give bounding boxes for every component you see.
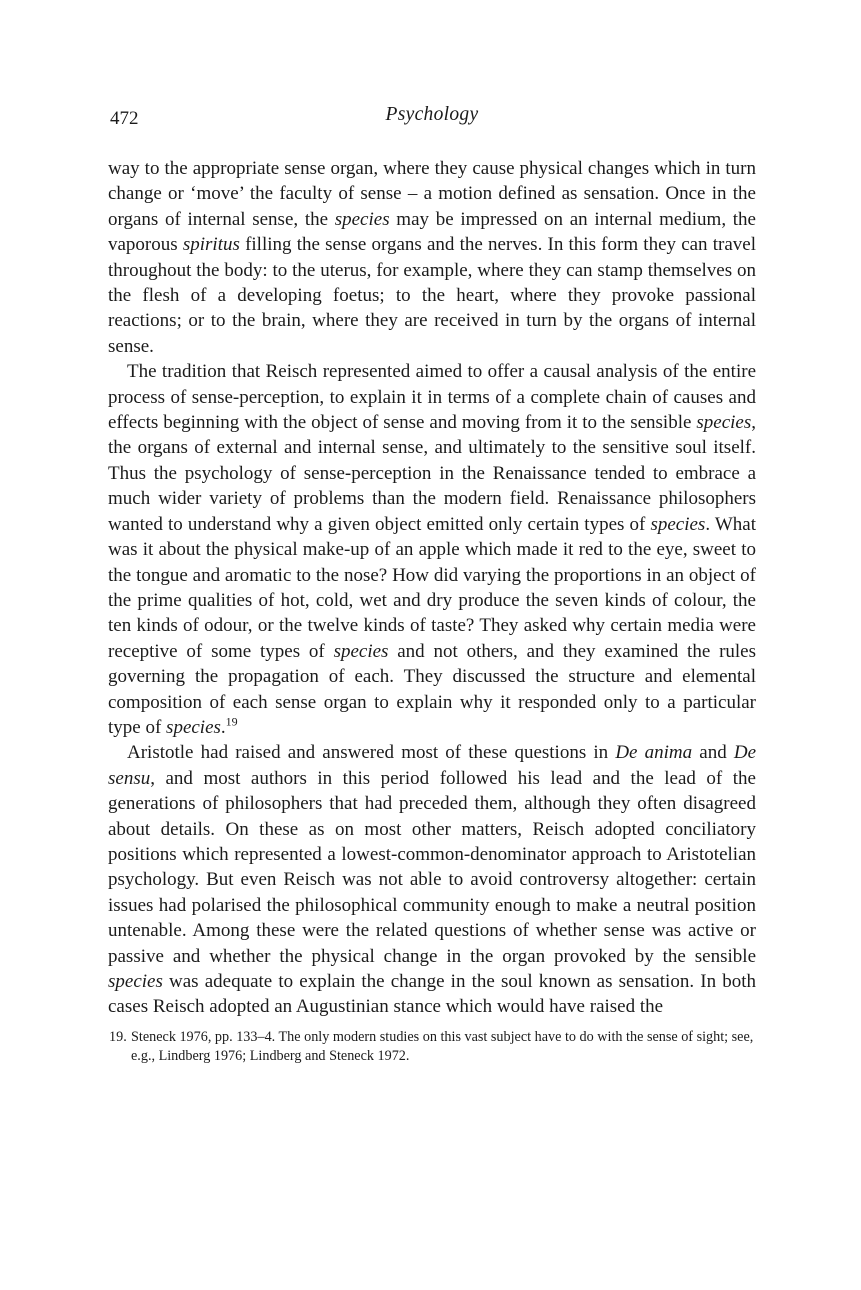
page-number: 472 (110, 108, 139, 129)
italic-term: species (333, 640, 389, 662)
footnote-reference: 19 (225, 714, 238, 729)
running-title: Psychology (385, 104, 479, 125)
text-run: and not others, and they examined the rules governing the propagation of each. They discussed the structure and elemental composition of each sense organ to explain why it responded only to a particular type of (108, 640, 756, 738)
text-run: The tradition that Reisch represented aimed to offer a causal analysis of the entire process of sense-perception, to explain it in terms of a complete chain of causes and effects beginning with the object of sense and moving from it to the sensible (108, 361, 756, 434)
text-run: was adequate to explain the change in the soul known as sensation. In both cases Reisch adopted an Augustinian stance which would have raised the (108, 971, 756, 1018)
footnote-number: 19. (109, 1028, 127, 1045)
body-text (108, 156, 756, 1020)
paragraph (108, 359, 756, 740)
text-run: . (220, 716, 226, 738)
text-run: , the organs of external and internal sense, and ultimately to the sensitive soul itself. Thus the psychology of sense-perception in the Renaissance tended to embrace a much wider variety of problems than the modern field. Renaissance philosophers wanted to understand why a given object emitted only certain types of (108, 412, 756, 535)
paragraph (108, 156, 756, 359)
text-run: . What was it about the physical make-up of an apple which made it red to the eye, sweet to the tongue and aromatic to the nose? How did varying the proportions in an object of the prime qualities of hot, cold, wet and dry produce the seven kinds of colour, the ten kinds of odour, or the twelve kinds of taste? They asked why certain media were receptive of some types of (108, 513, 756, 662)
book-page (108, 104, 756, 1066)
italic-term: De sensu (108, 742, 757, 789)
italic-term: species (108, 971, 163, 992)
text-run: filling the sense organs and the nerves. In this form they can travel throughout the body: to the uterus, for example, where they can stamp themselves on the flesh of a developing foetus; to the heart, where they provoke passional reactions; or to the brain, where they are received in turn by the organs of internal sense. (108, 234, 757, 357)
text-run: may be impressed on an internal medium, the vaporous (108, 208, 756, 256)
footnotes (108, 1028, 756, 1066)
text-run: and (692, 742, 734, 764)
italic-term: De anima (615, 742, 693, 764)
running-head (108, 104, 756, 134)
italic-term: spiritus (182, 234, 240, 256)
italic-term: species (696, 412, 752, 434)
paragraph (108, 740, 756, 1019)
text-run: Aristotle had raised and answered most of these questions in (127, 742, 616, 764)
italic-term: species (166, 716, 221, 738)
italic-term: species (334, 208, 390, 230)
text-run: , and most authors in this period followed his lead and the lead of the generations of philosophers that had preceded them, although they often disagreed about details. On these as on most other matters, Reisch adopted conciliatory positions which represented a lowest-common-denominator approach to Aristotelian psychology. But even Reisch was not able to avoid controversy altogether: certain issues had polarised the philosophical community enough to make a neutral position untenable. Among these were the related questions of whether sense was active or passive and whether the physical change in the organ provoked by the sensible (108, 767, 756, 967)
footnote-text: Steneck 1976, pp. 133–4. The only modern studies on this vast subject have to do with the sense of sight; see, e.g., Lindberg 1976; Lindberg and Steneck 1972. (131, 1028, 754, 1064)
italic-term: species (650, 513, 706, 535)
text-run: way to the appropriate sense organ, where they cause physical changes which in turn change or ‘move’ the faculty of sense – a motion defined as sensation. Once in the organs of internal sense, the (108, 158, 756, 230)
footnote (108, 1028, 756, 1066)
